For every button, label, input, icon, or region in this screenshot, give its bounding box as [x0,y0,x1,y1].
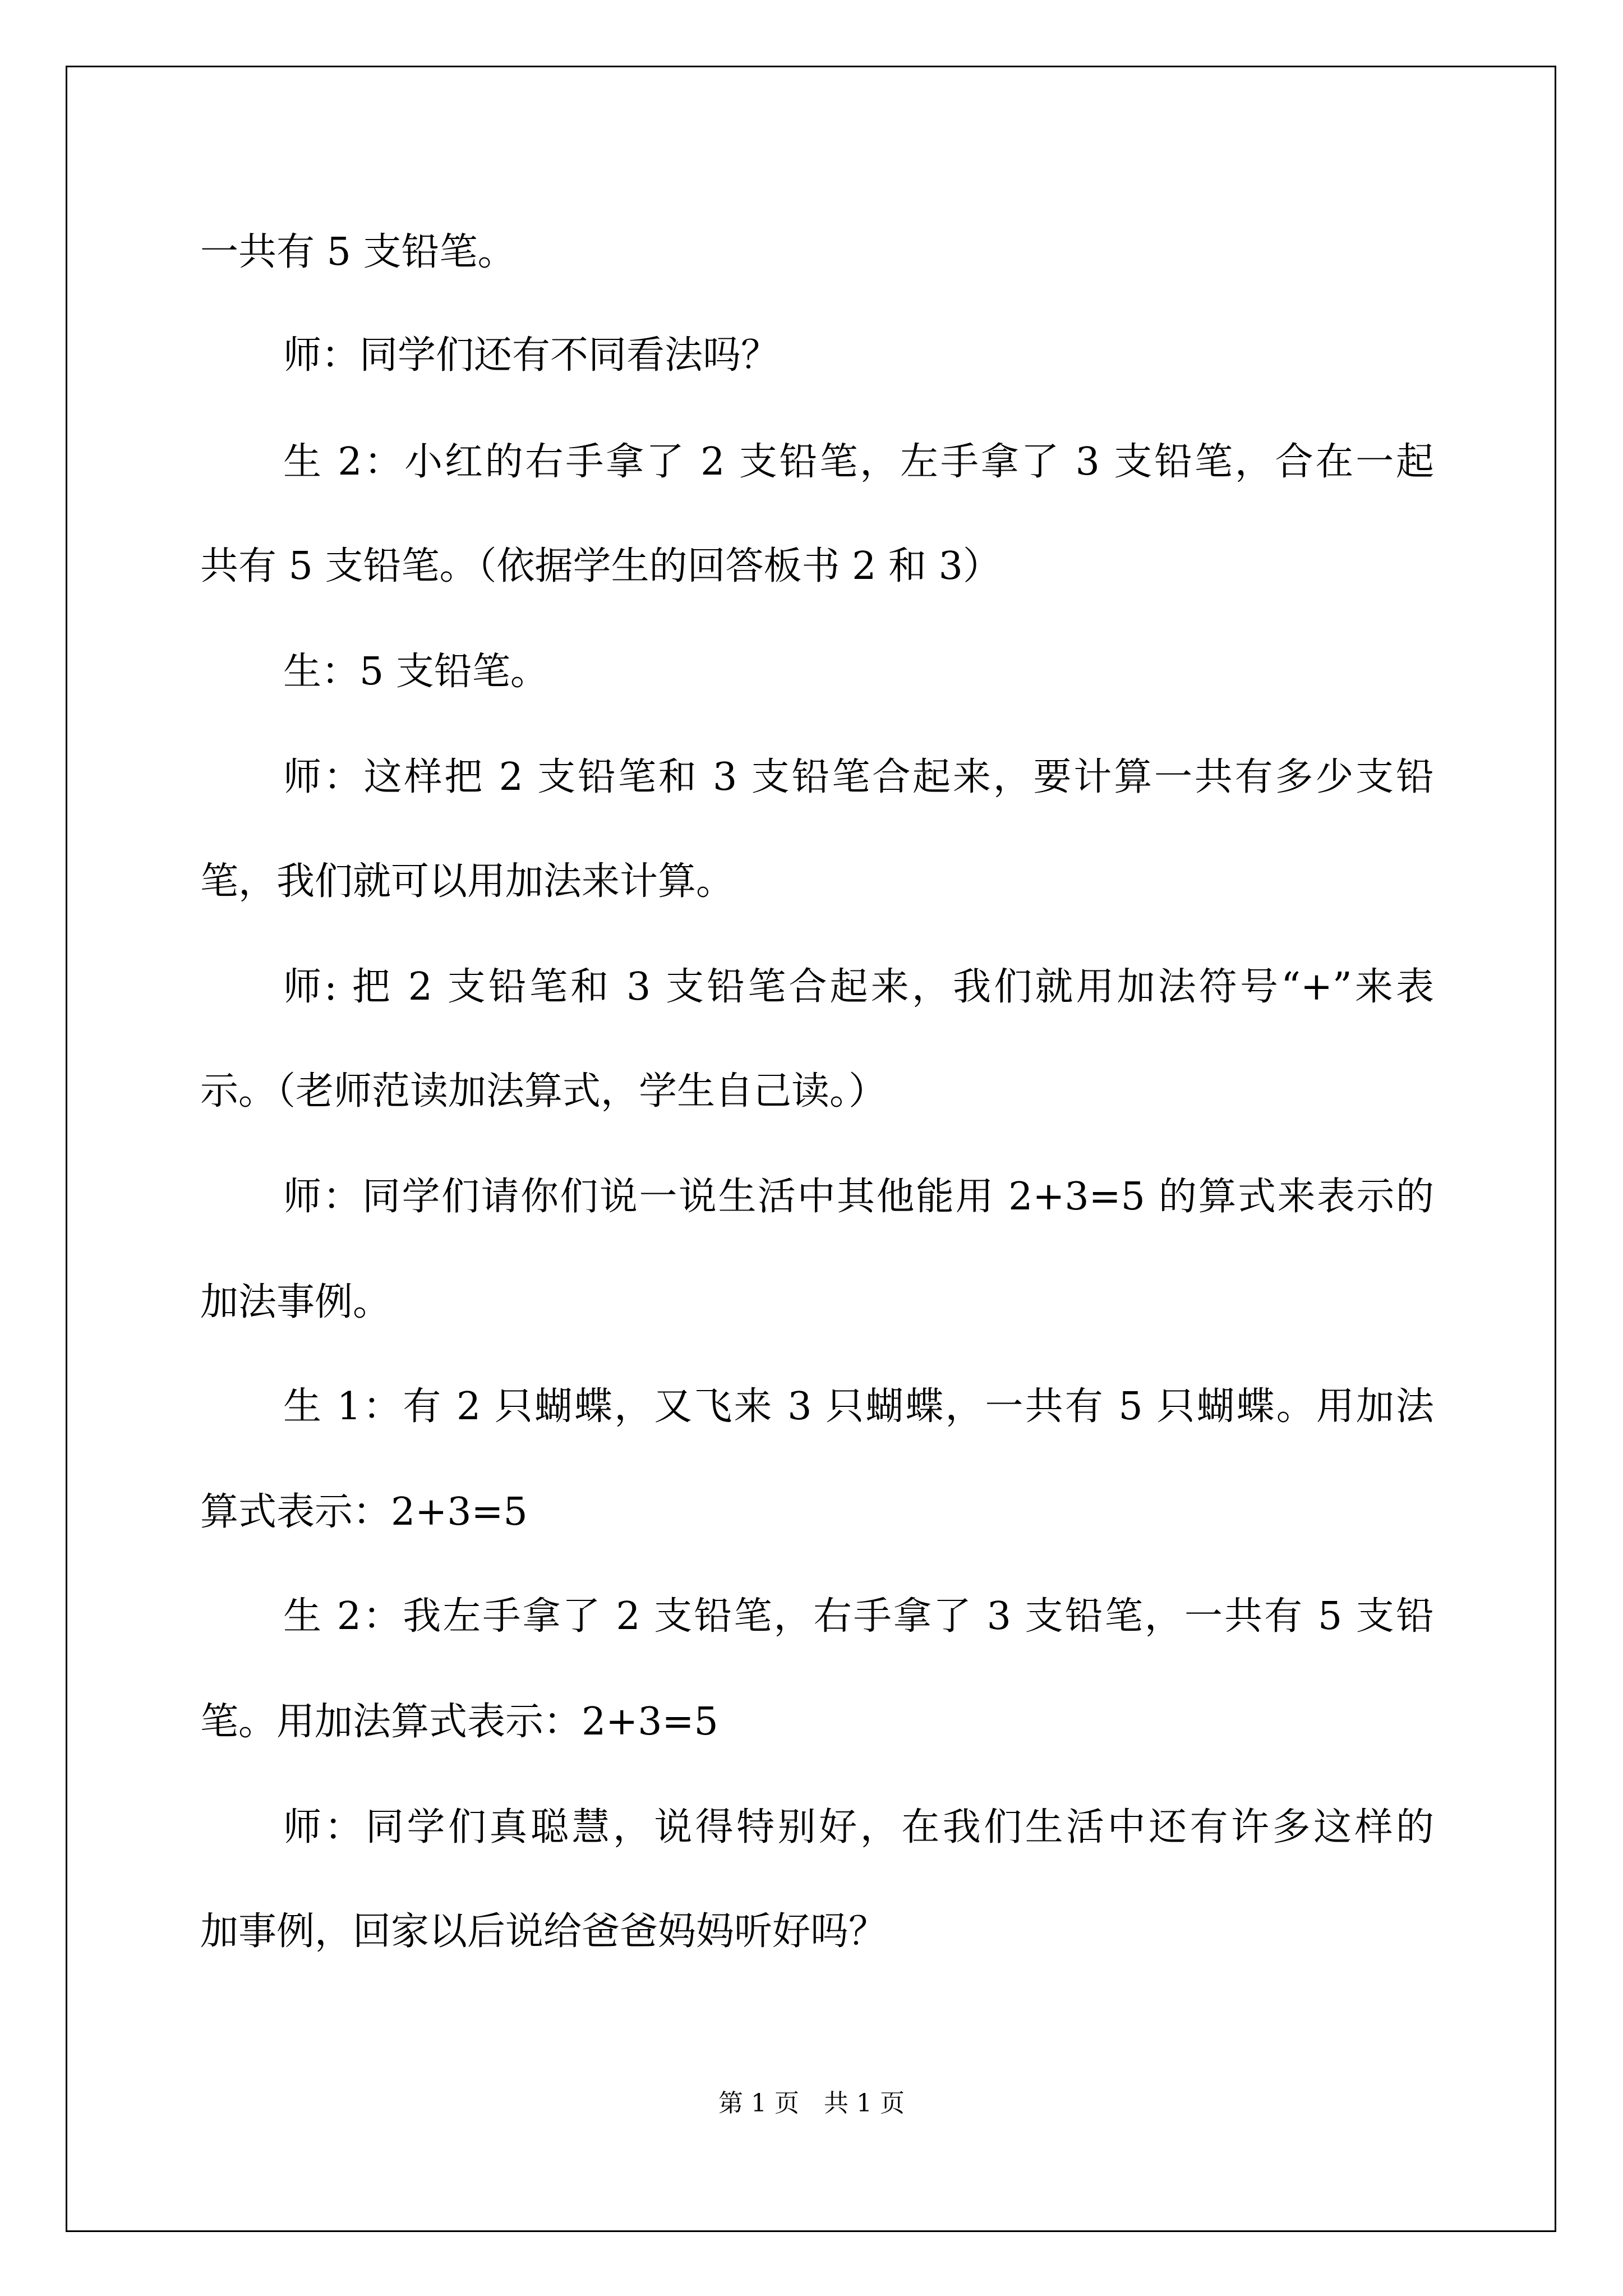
text-line-7: 笔，我们就可以用加法来计算。 [200,859,735,904]
text-line-4: 共有 5 支铅笔。（依据学生的回答板书 2 和 3） [200,544,1001,588]
text-line-13: 算式表示：2+3=5 [200,1490,528,1534]
text-line-2: 师：同学们还有不同看法吗？ [283,333,780,378]
page-footer: 第 1 页 共 1 页 [718,2089,905,2118]
text-line-11: 加法事例。 [200,1280,391,1324]
text-line-16: 师：同学们真聪慧，说得特别好，在我们生活中还有许多这样的 [283,1805,1434,1849]
text-line-17: 加事例，回家以后说给爸爸妈妈听好吗？ [200,1910,887,1954]
text-line-3: 生 2：小红的右手拿了 2 支铅笔，左手拿了 3 支铅笔，合在一起 [283,440,1434,484]
text-line-8: 师: 把 2 支铅笔和 3 支铅笔合起来，我们就用加法符号“+”来表 [283,965,1434,1009]
text-line-10: 师：同学们请你们说一说生活中其他能用 2+3=5 的算式来表示的 [283,1175,1434,1219]
text-line-6: 师：这样把 2 支铅笔和 3 支铅笔合起来，要计算一共有多少支铅 [283,755,1434,799]
text-line-1: 一共有 5 支铅笔。 [200,230,516,274]
text-line-14: 生 2：我左手拿了 2 支铅笔，右手拿了 3 支铅笔，一共有 5 支铅 [283,1594,1434,1639]
text-line-9: 示。（老师范读加法算式，学生自己读。） [200,1069,887,1114]
text-line-15: 笔。用加法算式表示：2+3=5 [200,1700,718,1744]
page-border [66,66,1556,2232]
text-line-5: 生：5 支铅笔。 [283,650,548,694]
text-line-12: 生 1：有 2 只蝴蝶，又飞来 3 只蝴蝶，一共有 5 只蝴蝶。用加法 [283,1384,1434,1429]
